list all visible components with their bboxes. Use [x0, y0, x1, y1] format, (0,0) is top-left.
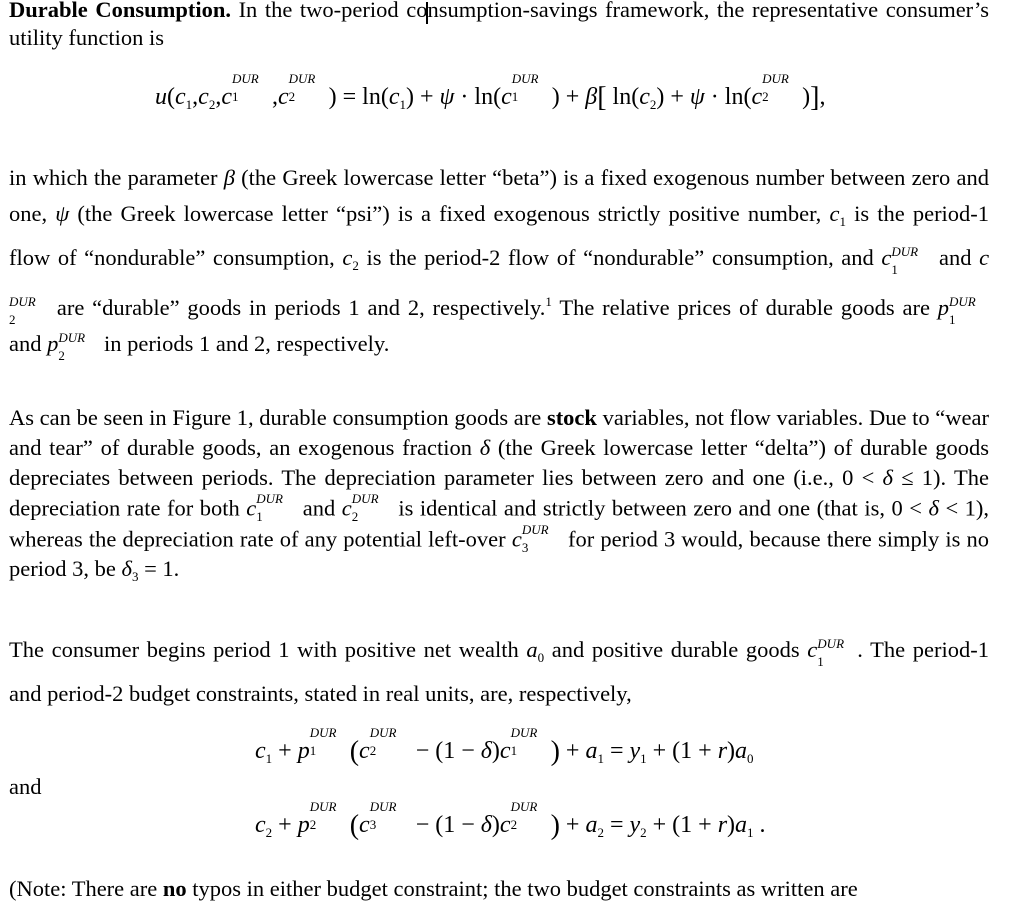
utility-equation: $u(c_1,c_2,c$ DUR 1 ,c DUR 2 ) = $\ln(c_1) + \psi \cdot \ln(c$ DUR 1 ) + β[ $\ln(c_2) + \psi \cdot \ln(c$ DUR 2 )], [155, 71, 826, 113]
intro-paragraph: Durable Consumption. In the two-period consumption-savings framework, the representative consumer’s utility function is [9, 0, 989, 52]
section-heading: Durable Consumption. [9, 0, 231, 22]
parameters-paragraph: in which the parameter β (the Greek lowercase letter “beta”) is a fixed exogenous number between zero and one, ψ (the Greek lowercase letter “psi”) is a fixed exogenous strictly positive number, $c_1$ is the period-1 flow of “nondurable” consumption, $c_2$ is the period-2 flow of “nondurable” consumption, and c DUR 1 and c DUR 2 are “durable” goods in periods 1 and 2, respectively.$^1$ The relative prices of durable goods are p DUR 1 and p DUR 2 in periods 1 and 2, respectively. [9, 165, 990, 363]
and-label: and [9, 774, 42, 799]
budget-constraint-period-1: $c_1 + p$ DUR 1 (c DUR 2 − (1 − δ)c DUR 1 ) + $a_1 = y_1 + (1 + r)a_0$ [255, 725, 754, 767]
budget-intro-paragraph: The consumer begins period 1 with positive net wealth $a_0$ and positive durable goods c DUR 1 . The period-1 and period-2 budget constraints, stated in real units, are, respectively, [9, 635, 989, 706]
depreciation-paragraph: As can be seen in Figure 1, durable consumption goods are stock variables, not flow variables. Due to “wear and tear” of durable goods, an exogenous fraction δ (the Greek lowercase letter “delta”) of durable goods depreciates between periods. The depreciation parameter lies between zero and one (i.e., 0 < δ ≤ 1). The depreciation rate for both c DUR 1 and c DUR 2 is identical and strictly between zero and one (that is, 0 < δ < 1), whereas the depreciation rate of any potential left-over c DUR 3 for period 3 would, because there simply is no period 3, be $\delta_3 = 1$. [9, 405, 990, 584]
budget-constraint-period-2: $c_2 + p$ DUR 2 (c DUR 3 − (1 − δ)c DUR 2 ) + $a_2 = y_2 + (1 + r)a_1$ . [255, 799, 766, 841]
footnote-marker[interactable]: 1 [545, 294, 552, 309]
note-paragraph: (Note: There are no typos in either budget constraint; the two budget constraints as written are [9, 876, 858, 901]
figure-1-link[interactable]: Figure 1 [172, 405, 248, 430]
